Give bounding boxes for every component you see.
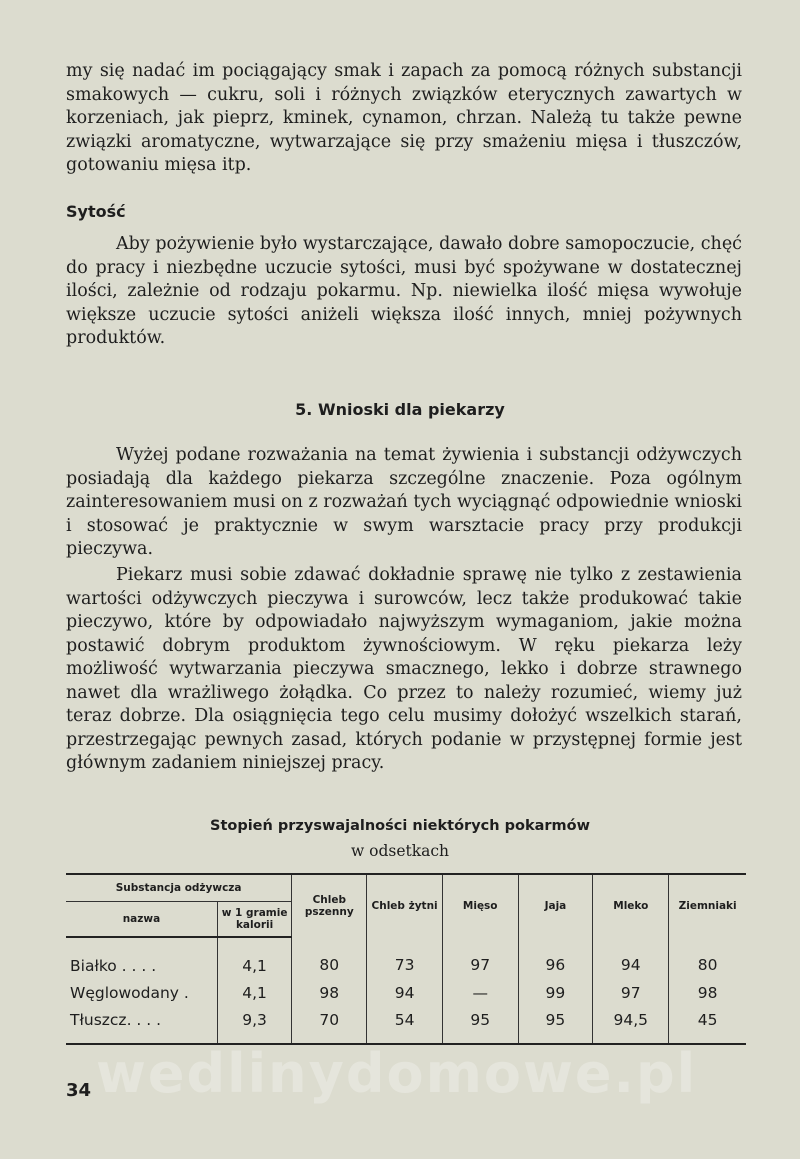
row-name: Węglowodany .: [70, 983, 189, 1002]
cell-ziemniaki: 80: [669, 937, 746, 979]
watermark: wedlinydomowe.pl: [96, 1042, 698, 1105]
cell-jaja: 95: [518, 1006, 593, 1044]
cell-mieso: —: [442, 979, 518, 1006]
cell-ziemniaki: 45: [669, 1006, 746, 1044]
wnioski-paragraph-2: Piekarz musi sobie zdawać dokładnie sprawę nie tylko z zestawienia wartości odżywczych pieczywa i surowców, lecz także produkować takie pieczywo, które by odpowiadało najwyższym wymaganiom, jakie można postawić dobrym produktom żywnościowym. W ręku piekarza leży możliwość wytwarzania pieczywa smacznego, lekko i dobrze strawnego nawet dla wrażliwego żołądka. Co przez to należy rozumieć, wiemy już teraz dobrze. Dla osiągnięcia tego celu musimy dołożyć wszelkich starań, przestrzegając pewnych zasad, których podanie w przystępnej formie jest głównym zadaniem niniejszej pracy.: [66, 565, 742, 773]
header-chleb-zytni: Chleb żytni: [367, 874, 443, 937]
cell-chleb-zytni: 94: [367, 979, 443, 1006]
header-ziemniaki: Ziemniaki: [669, 874, 746, 937]
sytosc-paragraph: Aby pożywienie było wystarczające, dawało dobre samopoczucie, chęć do pracy i niezbędne uczucie sytości, musi być spożywane w dostatecznej ilości, zależnie od rodzaju pokarmu. Np. niewielka ilość mięsa wywołuje większe uczucie sytości aniżeli większa ilość innych, mniej pożywnych produktów.: [66, 234, 742, 348]
table-row: [66, 1006, 746, 1044]
header-kcal: w 1 gramie kalorii: [217, 902, 291, 938]
table-row: [66, 937, 746, 979]
row-name: Tłuszcz. . . .: [66, 1006, 217, 1044]
cell-kcal: 4,1: [217, 979, 291, 1006]
header-chleb-pszenny: Chleb pszenny: [292, 874, 367, 937]
digestibility-table: [66, 873, 746, 1045]
heading-sytosc: Sytość: [66, 202, 126, 221]
header-nazwa: nazwa: [66, 902, 217, 938]
cell-chleb-zytni: 73: [367, 937, 443, 979]
table-title: Stopień przyswajalności niektórych pokarmów: [210, 818, 590, 834]
cell-chleb-pszenny: 70: [292, 1006, 367, 1044]
header-substance-group: Substancja odżywcza: [66, 874, 292, 902]
cell-mleko: 94: [593, 937, 669, 979]
wnioski-paragraph-1: Wyżej podane rozważania na temat żywienia i substancji odżywczych posiadają dla każdego piekarza szczególne znaczenie. Poza ogólnym zainteresowaniem musi on z rozważań tych wyciągnąć odpowiednie wnioski i stosować je praktycznie w swym warsztacie pracy przy produkcji pieczywa.: [66, 445, 742, 559]
cell-chleb-pszenny: 98: [292, 979, 367, 1006]
row-name: Białko . . . .: [70, 956, 157, 975]
page-number: 34: [66, 1080, 92, 1101]
header-jaja: Jaja: [518, 874, 593, 937]
cell-chleb-pszenny: 80: [292, 937, 367, 979]
cell-mieso: 95: [442, 1006, 518, 1044]
cell-jaja: 96: [518, 937, 593, 979]
cell-jaja: 99: [518, 979, 593, 1006]
table-row: [66, 979, 746, 1006]
cell-chleb-zytni: 54: [367, 1006, 443, 1044]
cell-kcal: 4,1: [217, 937, 291, 979]
table-subtitle: w odsetkach: [350, 842, 450, 860]
header-mleko: Mleko: [593, 874, 669, 937]
cell-mleko: 94,5: [593, 1006, 669, 1044]
cell-kcal: 9,3: [217, 1006, 291, 1044]
cell-mleko: 97: [593, 979, 669, 1006]
intro-paragraph: my się nadać im pociągający smak i zapach za pomocą różnych substancji smakowych — cukru, soli i różnych związków eterycznych zawartych w korzeniach, jak pieprz, kminek, cynamon, chrzan. Należą tu także pewne związki aromatyczne, wytwarzające się przy smażeniu mięsa i tłuszczów, gotowaniu mięsa itp.: [66, 61, 742, 175]
cell-ziemniaki: 98: [669, 979, 746, 1006]
section-title: 5. Wnioski dla piekarzy: [295, 400, 505, 419]
header-mieso: Mięso: [442, 874, 518, 937]
cell-mieso: 97: [442, 937, 518, 979]
